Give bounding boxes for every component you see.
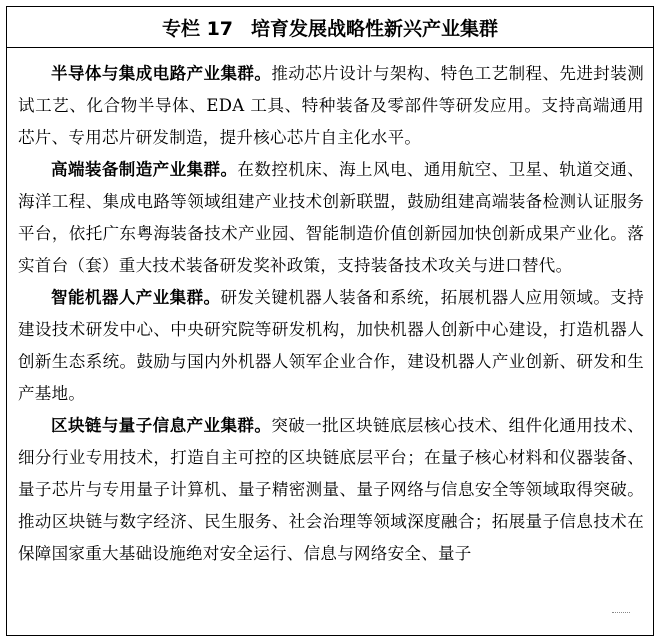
paragraph-text: 突破一批区块链底层核心技术、组件化通用技术、细分行业专用技术，打造自主可控的区块链底层平台；在量子核心材料和仪器装备、量子芯片与专用量子计算机、量子精密测量、量子网络与信息安全等领域取得突破。推动区块链与数字经济、民生服务、社会治理等领域深度融合；拓展量子信息技术在保障国家重大基础设施绝对安全运行、信息与网络安全、量子 — [18, 416, 644, 563]
box-title — [7, 7, 653, 48]
box-content — [7, 48, 653, 570]
paragraph-robotics — [18, 282, 644, 410]
box-title-text: 培育发展战略性新兴产业集群 — [251, 17, 499, 40]
paragraph-lead: 区块链与量子信息产业集群。 — [51, 416, 272, 435]
paragraph-text: 在数控机床、海上风电、通用航空、卫星、轨道交通、海洋工程、集成电路等领域组建产业技术创新联盟，鼓励组建高端装备检测认证服务平台，依托广东粤海装备技术产业园、智能制造价值创新园加快创新成果产业化。落实首台（套）重大技术装备研发奖补政策，支持装备技术攻关与进口替代。 — [18, 160, 644, 275]
paragraph-lead: 智能机器人产业集群。 — [51, 288, 221, 307]
page-corner-mark — [612, 612, 630, 616]
paragraph-text: 研发关键机器人装备和系统，拓展机器人应用领域。支持建设技术研发中心、中央研究院等研发机构，加快机器人创新中心建设，打造机器人创新生态系统。鼓励与国内外机器人领军企业合作，建设机器人产业创新、研发和生产基地。 — [18, 288, 645, 403]
paragraph-semiconductor — [18, 58, 644, 154]
paragraph-lead: 高端装备制造产业集群。 — [51, 160, 238, 179]
paragraph-high-end-equipment — [18, 154, 644, 282]
paragraph-blockchain-quantum — [18, 410, 644, 570]
box-number: 专栏 17 — [161, 17, 234, 40]
paragraph-lead: 半导体与集成电路产业集群。 — [51, 64, 272, 83]
feature-box — [6, 6, 654, 636]
paragraph-text: 推动芯片设计与架构、特色工艺制程、先进封装测试工艺、化合物半导体、EDA 工具、特种装备及零部件等研发应用。支持高端通用芯片、专用芯片研发制造，提升核心芯片自主化水平。 — [18, 64, 644, 147]
